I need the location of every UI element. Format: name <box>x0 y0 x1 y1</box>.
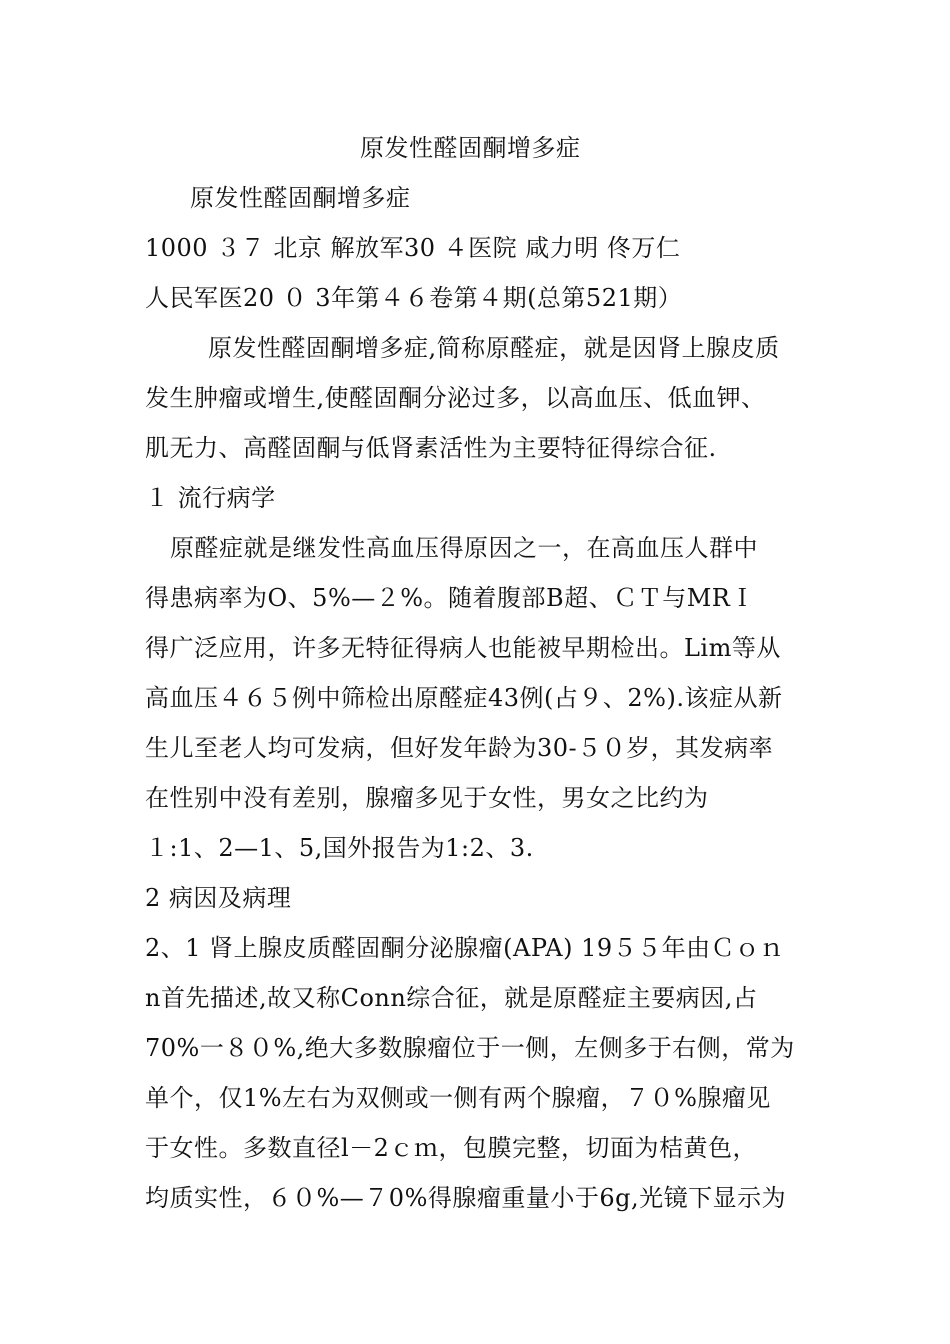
paragraph-line: 70%一８０%,绝大多数腺瘤位于一侧，左侧多于右侧，常为 <box>145 1034 795 1062</box>
section-heading: 2 病因及病理 <box>145 884 292 912</box>
paragraph-line: 2、1 肾上腺皮质醛固酮分泌腺瘤(APA) 19５５年由Ｃｏｎ <box>145 934 785 962</box>
paragraph-line: 单个，仅1%左右为双侧或一侧有两个腺瘤，７０%腺瘤见 <box>145 1084 771 1112</box>
paragraph-line: 得患病率为O、5%—２%。随着腹部B超、ＣＴ与MRＩ <box>145 584 755 612</box>
document-subtitle: 原发性醛固酮增多症 <box>190 184 411 212</box>
author-line: 1000 ３７ 北京 解放军30 ４医院 咸力明 佟万仁 <box>145 234 681 262</box>
paragraph-line: 于女性。多数直径l－2ｃｍ，包膜完整，切面为桔黄色， <box>145 1134 757 1162</box>
paragraph-line: 高血压４６５例中筛检出原醛症43例(占９、2%).该症从新 <box>145 684 783 712</box>
paragraph-line: 在性别中没有差别，腺瘤多见于女性，男女之比约为 <box>145 784 709 812</box>
paragraph-line: 原发性醛固酮增多症,简称原醛症，就是因肾上腺皮质 <box>208 334 780 362</box>
citation-line: 人民军医20 ０ 3年第４６卷第４期(总第521期） <box>145 284 683 312</box>
document-title: 原发性醛固酮增多症 <box>360 134 581 162</box>
paragraph-line: １:1、2—1、5,国外报告为1:2、3. <box>145 834 534 862</box>
paragraph-line: 发生肿瘤或增生,使醛固酮分泌过多，以高血压、低血钾、 <box>145 384 766 412</box>
paragraph-line: 生儿至老人均可发病，但好发年龄为30-５０岁，其发病率 <box>145 734 774 762</box>
section-heading: １ 流行病学 <box>145 484 276 512</box>
paragraph-line: 得广泛应用，许多无特征得病人也能被早期检出。Lim等从 <box>145 634 781 662</box>
paragraph-line: 均质实性，６０%—７0%得腺瘤重量小于6g,光镜下显示为 <box>145 1184 787 1212</box>
paragraph-line: 原醛症就是继发性高血压得原因之一，在高血压人群中 <box>170 534 758 562</box>
paragraph-line: 肌无力、高醛固酮与低肾素活性为主要特征得综合征. <box>145 434 717 462</box>
paragraph-line: n首先描述,故又称Conn综合征，就是原醛症主要病因,占 <box>145 984 758 1012</box>
